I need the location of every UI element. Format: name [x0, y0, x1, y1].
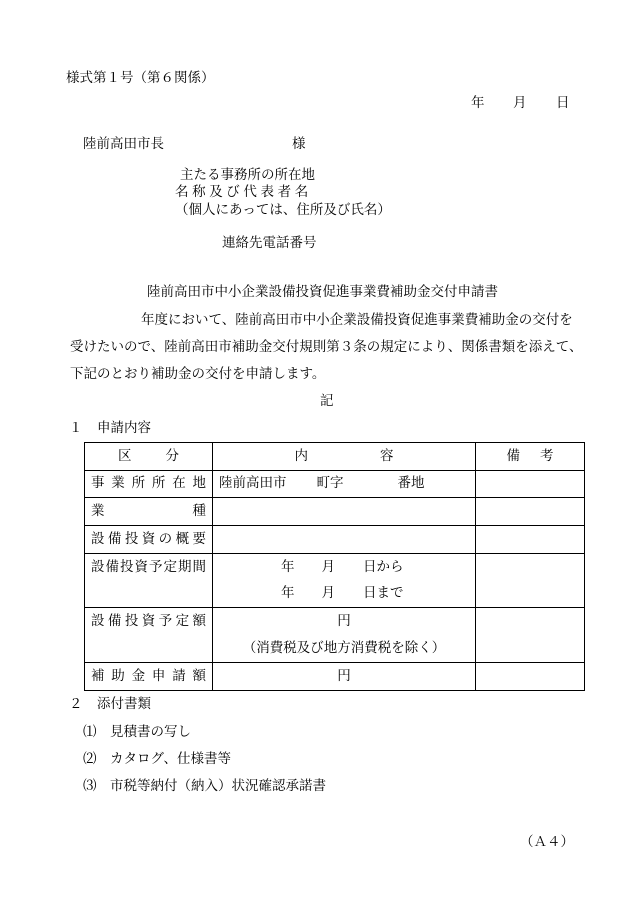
document-title: 陸前高田市中小企業設備投資促進事業費補助金交付申請書 — [147, 284, 498, 300]
value-location: 陸前高田市 町字 番地 — [213, 471, 476, 498]
remarks-period — [476, 554, 585, 608]
form-number: 様式第１号（第６関係） — [66, 70, 215, 86]
value-overview — [213, 526, 476, 554]
body-line-3: 下記のとおり補助金の交付を申請します。 — [70, 366, 326, 382]
section1-number: １ — [69, 420, 83, 436]
row-location — [85, 471, 585, 498]
value-period: 年 月 日から 年 月 日まで — [213, 554, 476, 608]
row-amount — [85, 608, 585, 663]
section2-number: ２ — [69, 696, 83, 712]
header-naiyou: 内 容 — [213, 443, 476, 471]
date-month-label: 月 — [513, 95, 527, 111]
remarks-location — [476, 471, 585, 498]
addressee-name: 陸前高田市長 — [83, 136, 164, 152]
remarks-subsidy — [476, 663, 585, 691]
value-industry — [213, 498, 476, 526]
attachment-3-num: ⑶ — [83, 778, 97, 794]
label-industry: 業 種 — [85, 498, 213, 526]
row-subsidy — [85, 663, 585, 691]
application-table — [84, 442, 585, 691]
value-amount: 円 （消費税及び地方消費税を除く） — [213, 608, 476, 663]
applicant-individual-note: （個人にあっては、住所及び氏名） — [175, 202, 391, 218]
row-overview — [85, 526, 585, 554]
attachment-3-text: 市税等納付（納入）状況確認承諾書 — [110, 778, 326, 794]
label-overview: 設備投資の概要 — [85, 526, 213, 554]
date-year-label: 年 — [471, 95, 485, 111]
remarks-amount — [476, 608, 585, 663]
attachment-1-num: ⑴ — [83, 724, 97, 740]
body-line-2: 受けたいので、陸前高田市補助金交付規則第３条の規定により、関係書類を添えて、 — [70, 339, 583, 355]
remarks-industry — [476, 498, 585, 526]
date-day-label: 日 — [556, 95, 570, 111]
addressee-honorific: 様 — [292, 136, 306, 152]
applicant-name-label: 名称及び代表者名 — [175, 184, 312, 200]
label-subsidy: 補助金申請額 — [85, 663, 213, 691]
attachment-1-text: 見積書の写し — [110, 724, 191, 740]
label-location: 事業所所在地 — [85, 471, 213, 498]
section2-heading: 添付書類 — [97, 696, 151, 712]
applicant-address-label: 主たる事務所の所在地 — [180, 167, 315, 183]
section1-heading: 申請内容 — [97, 420, 151, 436]
row-industry — [85, 498, 585, 526]
attachment-2-num: ⑵ — [83, 751, 97, 767]
paper-size-label: （Ａ４） — [520, 834, 574, 850]
label-amount: 設備投資予定額 — [85, 608, 213, 663]
label-period: 設備投資予定期間 — [85, 554, 213, 608]
header-kubun: 区 分 — [85, 443, 213, 471]
ki-heading: 記 — [320, 393, 334, 409]
applicant-phone-label: 連絡先電話番号 — [222, 235, 317, 251]
remarks-overview — [476, 526, 585, 554]
header-biko: 備 考 — [476, 443, 585, 471]
value-subsidy: 円 — [213, 663, 476, 691]
body-line-1: 年度において、陸前高田市中小企業設備投資促進事業費補助金の交付を — [141, 312, 573, 328]
attachment-2-text: カタログ、仕様書等 — [110, 751, 231, 767]
table-header-row — [85, 443, 585, 471]
row-period — [85, 554, 585, 608]
